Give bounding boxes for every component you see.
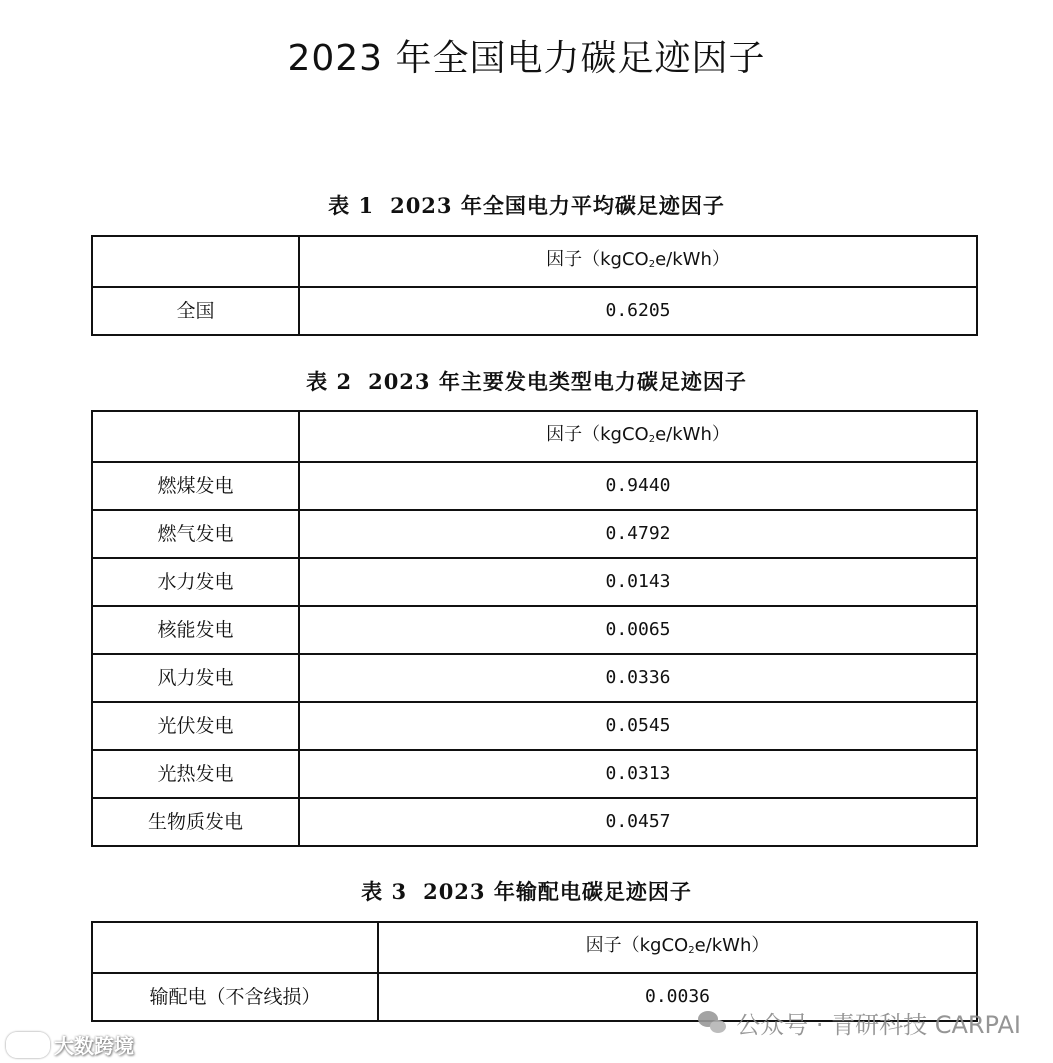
- row-value: 0.0313: [299, 750, 977, 798]
- table-row: [92, 606, 977, 654]
- row-value: 0.6205: [299, 287, 977, 335]
- row-name: 光伏发电: [92, 702, 299, 750]
- logo-icon: [6, 1032, 50, 1058]
- table-header-row: [92, 922, 977, 973]
- row-value: 0.0036: [378, 973, 977, 1021]
- row-name: 生物质发电: [92, 798, 299, 846]
- wechat-icon: [698, 1011, 728, 1035]
- row-value: 0.0336: [299, 654, 977, 702]
- row-value: 0.0545: [299, 702, 977, 750]
- row-name: 核能发电: [92, 606, 299, 654]
- table-header-factor: 因子（kgCO$_2$e/kWh）: [378, 922, 977, 973]
- table-header-empty: [92, 236, 299, 287]
- table3-caption-number: 表 3: [361, 879, 408, 904]
- row-value: 0.0143: [299, 558, 977, 606]
- row-name: 全国: [92, 287, 299, 335]
- table-row: [92, 510, 977, 558]
- watermark-logo: [6, 1030, 134, 1059]
- table-header-factor: 因子（kgCO$_2$e/kWh）: [299, 236, 977, 287]
- watermark-logo-text: 大数跨境: [54, 1034, 134, 1058]
- table3-caption-text: 2023 年输配电碳足迹因子: [423, 879, 692, 904]
- row-name: 燃煤发电: [92, 462, 299, 510]
- row-value: 0.0457: [299, 798, 977, 846]
- table3-caption: [0, 876, 1053, 906]
- table-header-row: [92, 411, 977, 462]
- table-header-empty: [92, 411, 299, 462]
- table-row: [92, 558, 977, 606]
- table-row: [92, 750, 977, 798]
- table-row: [92, 798, 977, 846]
- table-row: [92, 654, 977, 702]
- row-name: 输配电（不含线损）: [92, 973, 378, 1021]
- table-row: [92, 287, 977, 335]
- row-name: 燃气发电: [92, 510, 299, 558]
- row-name: 水力发电: [92, 558, 299, 606]
- table-row: [92, 462, 977, 510]
- row-value: 0.9440: [299, 462, 977, 510]
- table2-caption-text: 2023 年主要发电类型电力碳足迹因子: [368, 369, 747, 394]
- table1-caption-number: 表 1: [328, 193, 375, 218]
- watermark-wechat-text: 公众号 · 青研科技 CARPAI: [736, 1011, 1021, 1039]
- page-title: 2023 年全国电力碳足迹因子: [287, 38, 766, 79]
- table-row: [92, 702, 977, 750]
- row-value: 0.4792: [299, 510, 977, 558]
- table2: [91, 410, 978, 847]
- table2-caption: [0, 366, 1053, 396]
- table2-caption-number: 表 2: [306, 369, 353, 394]
- table1-caption: [0, 190, 1053, 220]
- row-value: 0.0065: [299, 606, 977, 654]
- table1-caption-text: 2023 年全国电力平均碳足迹因子: [390, 193, 725, 218]
- row-name: 光热发电: [92, 750, 299, 798]
- table-header-empty: [92, 922, 378, 973]
- table1: [91, 235, 978, 336]
- watermark-wechat: [698, 1005, 1021, 1040]
- row-name: 风力发电: [92, 654, 299, 702]
- table-header-row: [92, 236, 977, 287]
- table-header-factor: 因子（kgCO$_2$e/kWh）: [299, 411, 977, 462]
